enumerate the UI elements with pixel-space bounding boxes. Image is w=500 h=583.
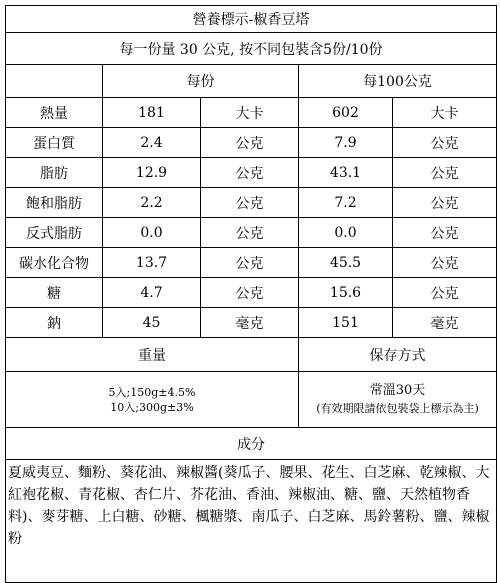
per-100g-value: 15.6	[299, 278, 393, 308]
storage-values	[299, 372, 497, 428]
per-100g-unit: 公克	[393, 248, 497, 278]
per-serving-unit: 公克	[201, 128, 299, 158]
per-serving-value: 12.9	[103, 158, 201, 188]
per-100g-value: 7.9	[299, 128, 393, 158]
per-100g-value: 7.2	[299, 188, 393, 218]
per-serving-value: 45	[103, 308, 201, 338]
nutrient-name: 反式脂肪	[6, 218, 103, 248]
per-100g-value: 602	[299, 98, 393, 128]
nutrient-row	[6, 128, 497, 158]
per-serving-unit: 公克	[201, 278, 299, 308]
storage-note: (有效期限請依包裝袋上標示為主)	[316, 401, 479, 415]
per-serving-value: 2.2	[103, 188, 201, 218]
storage-duration: 常溫30天	[369, 382, 426, 398]
nutrient-row	[6, 188, 497, 218]
ingredients-header: 成分	[6, 428, 497, 460]
nutrition-table	[5, 5, 497, 583]
nutrient-name: 脂肪	[6, 158, 103, 188]
label-title: 營養標示-椒香豆塔	[6, 6, 497, 33]
nutrient-name: 碳水化合物	[6, 248, 103, 278]
storage-header: 保存方式	[299, 338, 497, 372]
per-serving-unit: 公克	[201, 248, 299, 278]
per-100g-unit: 公克	[393, 218, 497, 248]
per-100g-header: 每100公克	[299, 65, 497, 98]
nutrient-name: 糖	[6, 278, 103, 308]
per-serving-value: 0.0	[103, 218, 201, 248]
per-serving-value: 181	[103, 98, 201, 128]
weight-header: 重量	[6, 338, 299, 372]
per-100g-value: 151	[299, 308, 393, 338]
nutrient-name: 飽和脂肪	[6, 188, 103, 218]
nutrient-row	[6, 278, 497, 308]
per-100g-value: 45.5	[299, 248, 393, 278]
per-serving-unit: 公克	[201, 218, 299, 248]
per-serving-value: 2.4	[103, 128, 201, 158]
per-100g-unit: 公克	[393, 188, 497, 218]
ingredients-text: 夏威夷豆、麵粉、葵花油、辣椒醬(葵瓜子、腰果、花生、白芝麻、乾辣椒、大紅袍花椒、青花椒、杏仁片、芥花油、香油、辣椒油、糖、鹽、天然植物香料)、麥芽糖、上白糖、砂糖、楓糖漿、南瓜子、白芝麻、馬鈴薯粉、鹽、辣椒粉	[6, 460, 497, 583]
nutrient-row	[6, 158, 497, 188]
weight-line-5: 5入;150g±4.5%	[108, 385, 196, 399]
per-serving-unit: 公克	[201, 158, 299, 188]
per-serving-unit: 公克	[201, 188, 299, 218]
corner-cell	[6, 65, 103, 98]
per-100g-value: 0.0	[299, 218, 393, 248]
per-serving-unit: 毫克	[201, 308, 299, 338]
nutrient-row	[6, 308, 497, 338]
per-100g-unit: 大卡	[393, 98, 497, 128]
nutrient-row	[6, 248, 497, 278]
nutrient-row	[6, 218, 497, 248]
nutrient-name: 鈉	[6, 308, 103, 338]
nutrient-name: 熱量	[6, 98, 103, 128]
nutrient-name: 蛋白質	[6, 128, 103, 158]
per-100g-unit: 毫克	[393, 308, 497, 338]
weight-values	[6, 372, 299, 428]
per-serving-value: 4.7	[103, 278, 201, 308]
per-serving-unit: 大卡	[201, 98, 299, 128]
per-100g-unit: 公克	[393, 278, 497, 308]
serving-size-line: 每一份量 30 公克, 按不同包裝含5份/10份	[6, 33, 497, 65]
per-serving-header: 每份	[103, 65, 299, 98]
weight-line-10: 10入;300g±3%	[110, 400, 194, 414]
nutrient-row	[6, 98, 497, 128]
per-serving-value: 13.7	[103, 248, 201, 278]
per-100g-unit: 公克	[393, 128, 497, 158]
per-100g-unit: 公克	[393, 158, 497, 188]
per-100g-value: 43.1	[299, 158, 393, 188]
